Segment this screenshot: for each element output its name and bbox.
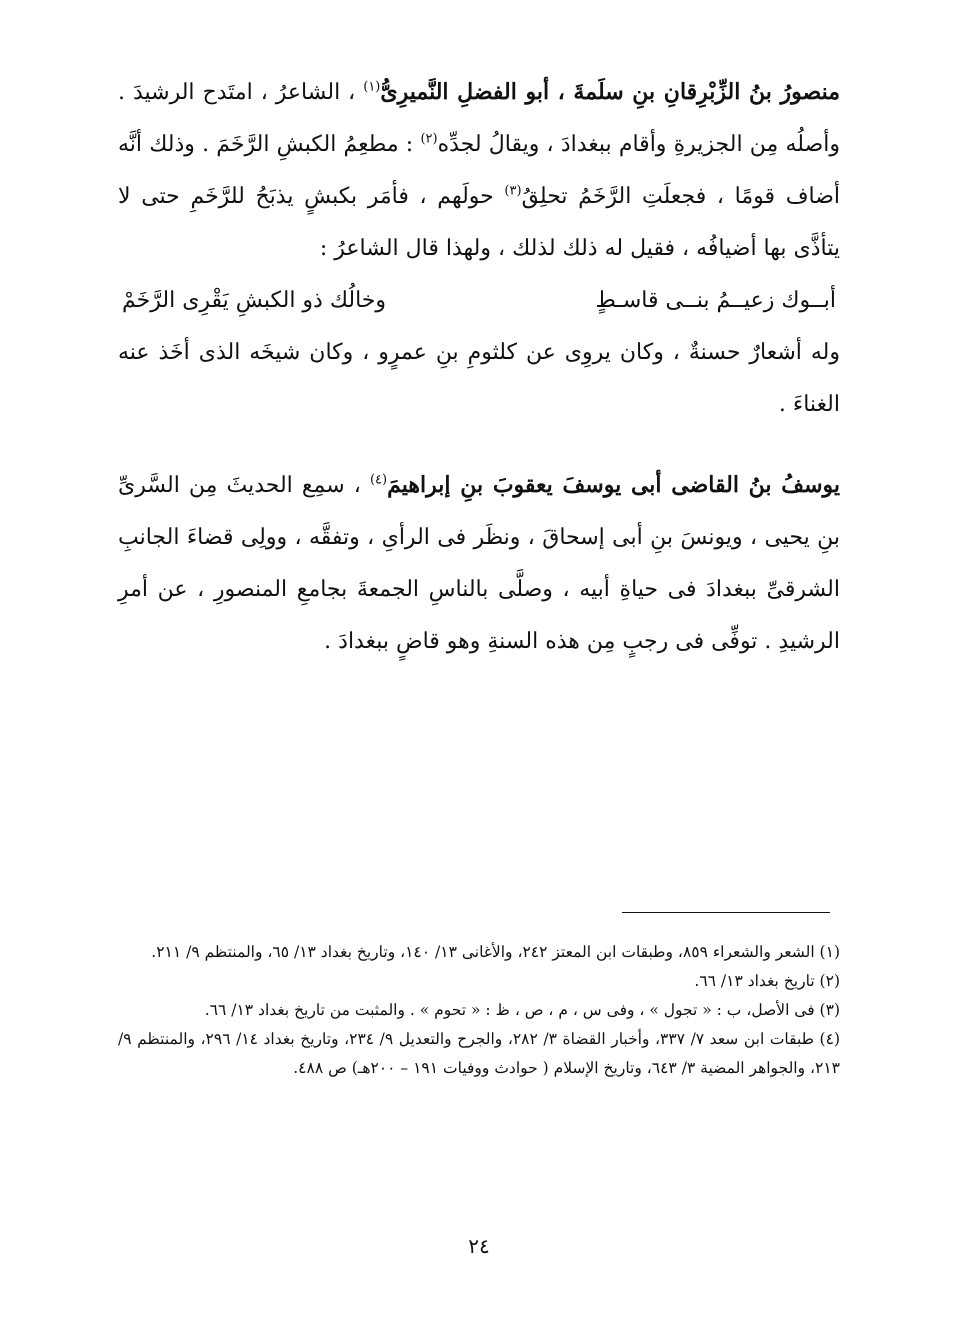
- verse-first-hemistich: أبــوك زعيــمُ بنــى قاسـطٍ: [595, 288, 836, 313]
- paragraph-gap: [118, 431, 840, 459]
- footnote-separator: [622, 912, 830, 913]
- footnote-2: (٢) تاريخ بغداد ١٣/ ٦٦.: [694, 972, 840, 990]
- verse-second-hemistich: وخالُك ذو الكبشِ يَقْرِى الرَّخَمْ: [122, 288, 387, 313]
- poem-verse: [118, 275, 840, 327]
- footnotes: [118, 938, 840, 1083]
- footnote-marker[interactable]: (٢): [420, 131, 438, 147]
- entry-name: يوسفُ بنُ القاضى أبى يوسفَ يعقوبَ بنِ إبراهيمَ: [387, 472, 840, 498]
- entry-text: وله أشعارٌ حسنةٌ ، وكان يروِى عن كلثومِ بنِ عمرٍو ، وكان شيخَه الذى أخَذ عنه الغناءَ .: [118, 340, 840, 417]
- entry-mansur: [118, 66, 840, 275]
- entry-text: حولَهم ، فأمَر بكبشٍ يذبَحُ للرَّخَمِ حتى لا يتأذَّى بها أضيافُه ، فقيل له ذلك لذلك ، ولهذا قال الشاعرُ :: [118, 184, 840, 261]
- footnote-3: (٣) فى الأصل، ب : « تجول » ، وفى س ، م ، ص ، ظ : « تحوم » . والمثبت من تاريخ بغداد ١٣/ ٦٦.: [204, 1001, 840, 1019]
- main-text: [118, 66, 840, 668]
- footnote-marker[interactable]: (٣): [504, 183, 522, 199]
- footnote-marker[interactable]: (٤): [369, 472, 388, 488]
- footnote-4: (٤) طبقات ابن سعد ٧/ ٣٣٧، وأخبار القضاة ٣/ ٢٨٢، والجرح والتعديل ٩/ ٢٣٤، وتاريخ بغداد ١٤/ ٢٩٦، والمنتظم ٩/ ٢١٣، والجواهر المضية ٣/ ٦٤٣، وتاريخ الإسلام ( حوادث ووفيات ١٩١ – ٢٠٠هـ) ص ٤٨٨.: [118, 1030, 840, 1077]
- entry-text: ، سمِع الحديثَ مِن السَّرىِّ بنِ يحيى ، ويونسَ بنِ أبى إسحاقَ ، ونظَر فى الرأىِ ، وتفقَّه ، وولِى قضاءَ الجانبِ الشرقىِّ ببغدادَ فى حياةِ أبيه ، وصلَّى بالناسِ الجمعةَ بجامعِ المنصورِ ، عن أمرِ الرشيدِ . توفِّى فى رجبٍ مِن هذه السنةِ وهو قاضٍ ببغدادَ .: [118, 473, 840, 654]
- entry-yusuf: [118, 459, 840, 668]
- entry-text: ، الشاعرُ ، امتَدح الرشيدَ . وأصلُه مِن الجزيرةِ وأقام ببغدادَ ، ويقالُ لجدِّه: [118, 80, 840, 157]
- entry-name: منصورُ بنُ الزِّبْرِقانِ بنِ سلَمةَ ، أبو الفضلِ النَّميرِىُّ: [380, 79, 840, 105]
- footnote-1: (١) الشعر والشعراء ٨٥٩، وطبقات ابن المعتز ٢٤٢، والأغانى ١٣/ ١٤٠، وتاريخ بغداد ١٣/ ٦٥، والمنتظم ٩/ ٢١١.: [151, 943, 840, 961]
- entry-text: : مطعِمُ الكبشِ الرَّخَمَ . وذلك أنَّه أضاف قومًا ، فجعلَتِ الرَّخَمُ تحلِقُ: [118, 132, 840, 209]
- page-number: ٢٤: [468, 1234, 490, 1258]
- footnote-marker[interactable]: (١): [363, 79, 381, 95]
